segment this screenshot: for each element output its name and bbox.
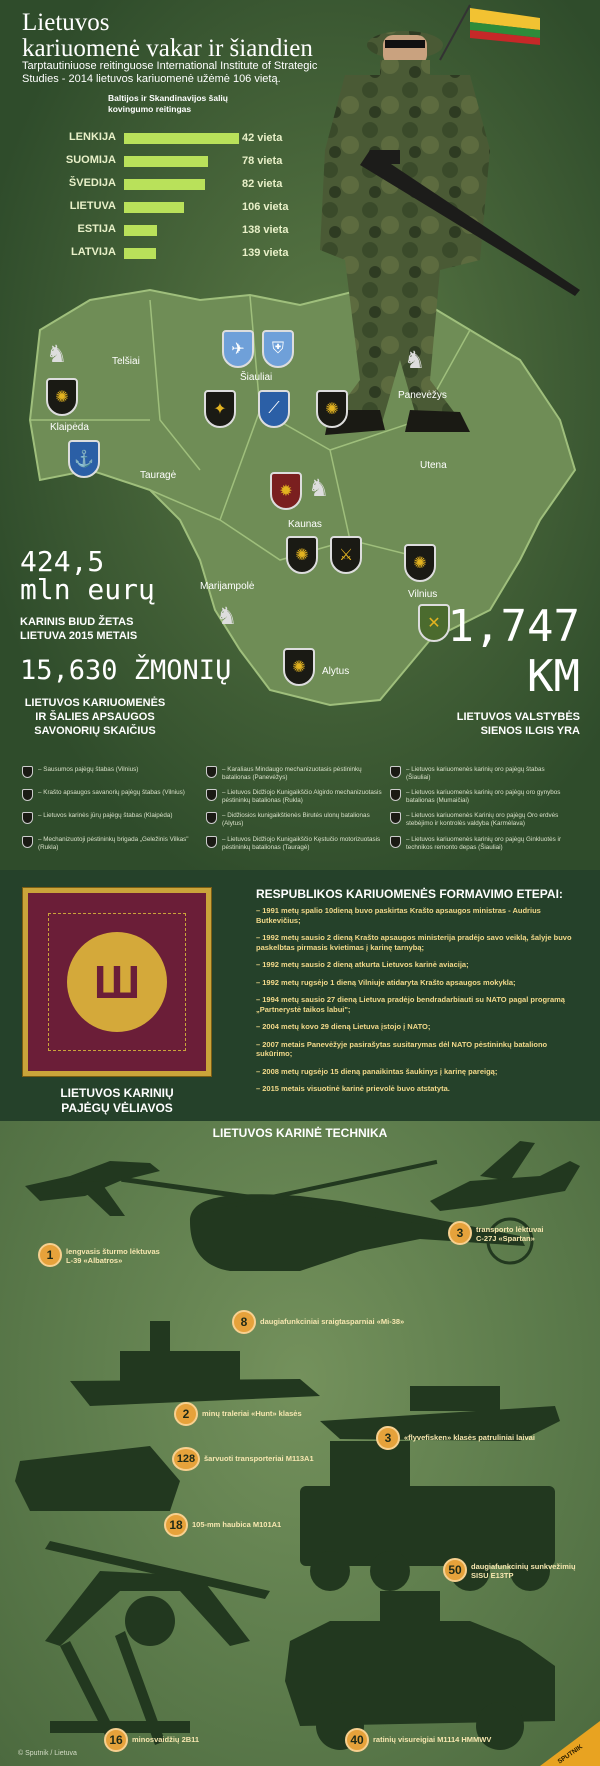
city-marijampole: Marijampolė	[200, 581, 255, 592]
budget-label-line2: LIETUVA 2015 METAIS	[20, 630, 138, 642]
ranking-value	[242, 224, 288, 236]
etapai-item: – 2004 metų kovo 29 dieną Lietuva įstojo į NATO;	[256, 1022, 431, 1031]
vehicle-silhouettes	[0, 1121, 600, 1766]
legend-text: – Mechanizuotoji pėstininkų brigada „Geležinis Vilkas" (Rukla)	[38, 836, 189, 851]
title-line2: kariuomenė vakar ir šiandien	[22, 35, 313, 62]
count-badge: 3	[448, 1221, 472, 1245]
ranking-bar	[124, 225, 157, 236]
border-label-line1: LIETUVOS VALSTYBĖS	[456, 711, 580, 723]
people-label	[20, 696, 170, 738]
count-badge: 50	[443, 1558, 467, 1582]
count-badge: 2	[174, 1402, 198, 1426]
knight-panevezys-icon: ♞	[404, 347, 426, 374]
tech-label: daugiafunkciniai sraigtasparniai «Mi-38»	[260, 1317, 405, 1326]
legend-text: – Lietuvos kariuomenės karinių oro pajėgų oro gynybos batalionas (Mumaičiai)	[406, 789, 561, 804]
air-defence-badge-icon: ✦	[204, 390, 236, 428]
ranking-value	[242, 178, 282, 190]
ranking-country: ŠVEDIJA	[68, 177, 116, 189]
legend-emblem-icon	[206, 812, 217, 824]
ranking-country: LENKIJA	[68, 131, 116, 143]
etapai-item: – 1992 metų rugsėjo 1 dieną Vilniuje atidaryta Krašto apsaugos mokykla;	[256, 977, 516, 987]
flag-label-line1: LIETUVOS KARINIŲ	[60, 1086, 174, 1100]
people-label-line1: LIETUVOS KARIUOMENĖS	[24, 697, 166, 709]
legend-text: – Lietuvos karinės jūrų pajėgų štabas (Klaipėda)	[38, 812, 173, 819]
count-badge: 16	[104, 1728, 128, 1752]
ranking-title: Baltijos ir Skandinavijos šalių kovingumo reitingas	[108, 93, 228, 114]
tech-label	[471, 1562, 576, 1580]
legend-emblem-icon	[390, 766, 401, 778]
ranking-country: ESTIJA	[77, 223, 116, 235]
tech-label	[66, 1247, 160, 1265]
volunteer-badge-kaunas-icon: ✺	[286, 536, 318, 574]
etapai-item: – 1992 metų sausio 2 dieną Krašto apsaugos ministerija pradėjo savo veiklą, šalyje buvo paskelbtas pirmasis kvietimas į karinę tarnybą;	[256, 933, 572, 952]
legend-text: – Karaliaus Mindaugo mechanizuotasis pėstininkų batalionas (Panevėžys)	[222, 766, 362, 781]
legend-text: – Lietuvos Didžiojo Kunigaikščio Algirdo mechanizuotasis pėstininkų batalionas (Rukla)	[222, 789, 382, 804]
city-utena: Utena	[420, 460, 447, 471]
land-forces-badge-icon: ⚔	[330, 536, 362, 574]
count-badge: 40	[345, 1728, 369, 1752]
surveillance-badge-icon: ⟋	[258, 390, 290, 428]
ranking-bar	[124, 133, 239, 144]
budget-value	[20, 545, 155, 606]
etapai-item: – 1994 metų sausio 27 dieną Lietuva pradėjo bendradarbiauti su NATO pagal programą „Partnerystė taikos labui";	[256, 995, 565, 1014]
legend-emblem-icon	[390, 789, 401, 801]
ranking-value-unit: vieta	[263, 201, 289, 213]
tech-label-line1: daugiafunkcinių sunkvežimių	[471, 1562, 576, 1571]
flag-label	[23, 1086, 211, 1116]
ranking-row	[0, 151, 300, 171]
flag-label-line2: PAJĖGŲ VĖLIAVOS	[61, 1101, 173, 1115]
legend-emblem-icon	[206, 836, 217, 848]
sputnik-logo-text: SPUTNIK	[556, 1743, 584, 1766]
count-badge: 8	[232, 1310, 256, 1334]
city-taurage: Tauragė	[140, 470, 177, 481]
city-alytus: Alytus	[322, 666, 350, 677]
ranking-bar	[124, 156, 208, 167]
etapai-item: – 2008 metų rugsėjo 15 dieną panaikintas šaukinys į karinę pareigą;	[256, 1066, 498, 1076]
ranking-value-number: 82	[242, 178, 255, 190]
ranking-row	[0, 243, 300, 263]
ranking-country: SUOMIJA	[65, 154, 116, 166]
ranking-value-number: 78	[242, 155, 255, 167]
technika-section	[0, 1121, 600, 1766]
legend-text: – Lietuvos kariuomenės Karinių oro pajėgų Oro erdvės stebėjimo ir kontrolės valdyba (Karmėlava)	[406, 812, 559, 827]
tech-label: minosvaidžių 2B11	[132, 1735, 200, 1744]
tech-label: minų traleriai «Hunt» klasės	[202, 1409, 302, 1418]
legend-text: – Lietuvos Didžiojo Kunigaikščio Kęstučio motorizuotasis pėstininkų batalionas (Tauragė)	[222, 836, 381, 851]
legend-emblem-icon	[390, 836, 401, 848]
etapai-list	[256, 906, 576, 1102]
etapai-item: – 2015 metais visuotinė karinė prievolė buvo atstatyta.	[256, 1084, 450, 1093]
footer-credit: © Sputnik / Lietuva	[18, 1750, 77, 1757]
tech-label: ratinių visureigiai M1114 HMMWV	[373, 1735, 492, 1744]
ranking-value-number: 106	[242, 201, 261, 213]
page-title	[22, 10, 313, 62]
count-badge: 3	[376, 1426, 400, 1450]
budget-value-line2: mln eurų	[20, 573, 155, 606]
people-value: 15,630 ŽMONIŲ	[20, 655, 232, 686]
volunteer-badge-vilnius-icon: ✺	[404, 544, 436, 582]
budget-label	[20, 615, 137, 643]
count-badge: 128	[172, 1447, 200, 1471]
ranking-value-unit: vieta	[257, 155, 283, 167]
city-klaipeda: Klaipėda	[50, 422, 89, 433]
ranking-row	[0, 128, 300, 148]
technika-title: LIETUVOS KARINĖ TECHNIKA	[212, 1126, 388, 1140]
tech-label-line2: L-39 «Albatros»	[66, 1256, 123, 1265]
ranking-row	[0, 174, 300, 194]
knight-kaunas-icon: ♞	[308, 475, 330, 502]
tech-label-line2: C-27J «Spartan»	[476, 1234, 535, 1243]
etapai-item: – 2007 metais Panevėžyje pasirašytas susitarymas dėl NATO pėstininkų bataliono sukūrimo;	[256, 1039, 548, 1058]
etapai-item: – 1992 metų sausio 2 dieną atkurta Lietuvos karinė aviacija;	[256, 960, 469, 969]
legend-text: – Krašto apsaugos savanorių pajėgų štabas (Vilnius)	[38, 789, 185, 796]
tech-label: 105-mm haubica M101A1	[192, 1520, 282, 1529]
budget-value-line1: 424,5	[20, 545, 105, 578]
etapai-title: RESPUBLIKOS KARIUOMENĖS FORMAVIMO ETEPAI:	[256, 887, 563, 901]
legend-text: – Lietuvos kariuomenės karinių oro pajėgų štabas (Šiauliai)	[406, 766, 545, 781]
city-vilnius: Vilnius	[408, 589, 438, 600]
ranking-country: LATVIJA	[70, 246, 116, 258]
etapai-item: – 1991 metų spalio 10dieną buvo paskirtas Krašto apsaugos ministras - Audrius Butkevičius;	[256, 906, 541, 925]
city-kaunas: Kaunas	[288, 519, 322, 530]
ranking-bar	[124, 202, 184, 213]
ranking-value	[242, 155, 282, 167]
tech-label: «flyvefisken» klasės patruliniai laivai	[404, 1433, 535, 1442]
overview-section	[0, 0, 600, 870]
border-label-line2: SIENOS ILGIS YRA	[480, 725, 580, 737]
ranking-value-number: 138	[242, 224, 261, 236]
ranking-value-unit: vieta	[263, 224, 289, 236]
tech-label	[476, 1225, 544, 1243]
border-label	[440, 710, 580, 738]
people-label-line2: IR ŠALIES APSAUGOS	[35, 711, 155, 723]
budget-label-line1: KARINIS BIUD ŽETAS	[20, 616, 134, 628]
page-subtitle: Tarptautiniuose reitinguose International Institute of Strategic Studies - 2014 lietuvos kariuomenė užėmė 106 vietą.	[22, 60, 318, 85]
legend-emblem-icon	[22, 789, 33, 801]
tech-label: šarvuoti transporteriai M113A1	[204, 1454, 314, 1463]
gediminas-columns-icon: Ш	[67, 932, 167, 1032]
legend-emblem-icon	[22, 812, 33, 824]
border-value-line2: KM	[527, 651, 580, 702]
ranking-value-unit: vieta	[257, 178, 283, 190]
ranking-bar	[124, 179, 205, 190]
volunteer-badge-siauliai-icon: ✺	[316, 390, 348, 428]
military-flag	[23, 888, 211, 1076]
mechanized-brigade-badge-icon: ✹	[270, 472, 302, 510]
legend-text: – Didžiosios kunigaikštienės Birutės ulonų batalionas (Alytus)	[222, 812, 370, 827]
knight-emblem-icon: ♞	[46, 341, 68, 368]
city-telsiai: Telšiai	[112, 356, 140, 367]
legend-emblem-icon	[206, 789, 217, 801]
ranking-row	[0, 220, 300, 240]
city-panevezys: Panevėžys	[398, 390, 447, 401]
tech-label-line2: SISU E13TP	[471, 1571, 514, 1580]
border-value-line1: 1,747	[447, 601, 580, 652]
ranking-value	[242, 132, 282, 144]
knight-marijampole-icon: ♞	[216, 603, 238, 630]
count-badge: 1	[38, 1243, 62, 1267]
border-value	[440, 602, 580, 702]
people-label-line3: SAVONORIŲ SKAIČIUS	[34, 725, 156, 737]
navy-badge-icon: ⚓	[68, 440, 100, 478]
legend-emblem-icon	[22, 836, 33, 848]
legend-emblem-icon	[22, 766, 33, 778]
ranking-bar	[124, 248, 156, 259]
city-siauliai: Šiauliai	[240, 372, 273, 383]
ranking-value-number: 139	[242, 247, 261, 259]
legend-emblem-icon	[206, 766, 217, 778]
legend-text: – Lietuvos kariuomenės karinių oro pajėgų Ginkluotės ir technikos remonto depas (Šiauliai)	[406, 836, 562, 851]
ranking-country: LIETUVA	[69, 200, 116, 212]
volunteer-badge-alytus-icon: ✺	[283, 648, 315, 686]
ranking-value-unit: vieta	[263, 247, 289, 259]
count-badge: 18	[164, 1513, 188, 1537]
ranking-chart	[0, 128, 320, 278]
ranking-row	[0, 197, 300, 217]
tech-label-line1: transporto lėktuvai	[476, 1225, 544, 1234]
title-line1: Lietuvos	[22, 9, 110, 36]
volunteer-badge-icon: ✺	[46, 378, 78, 416]
airforce-hq-badge-icon: ⛨	[262, 330, 294, 368]
ranking-value	[242, 247, 288, 259]
ranking-value-number: 42	[242, 132, 255, 144]
ranking-value-unit: vieta	[257, 132, 283, 144]
ranking-value	[242, 201, 288, 213]
land-forces-hq-badge-icon: ✕	[418, 604, 450, 642]
tech-label-line1: lengvasis šturmo lėktuvas	[66, 1247, 160, 1256]
airforce-badge-icon: ✈	[222, 330, 254, 368]
legend-emblem-icon	[390, 812, 401, 824]
legend-text: – Sausumos pajėgų štabas (Vilnius)	[38, 766, 139, 773]
